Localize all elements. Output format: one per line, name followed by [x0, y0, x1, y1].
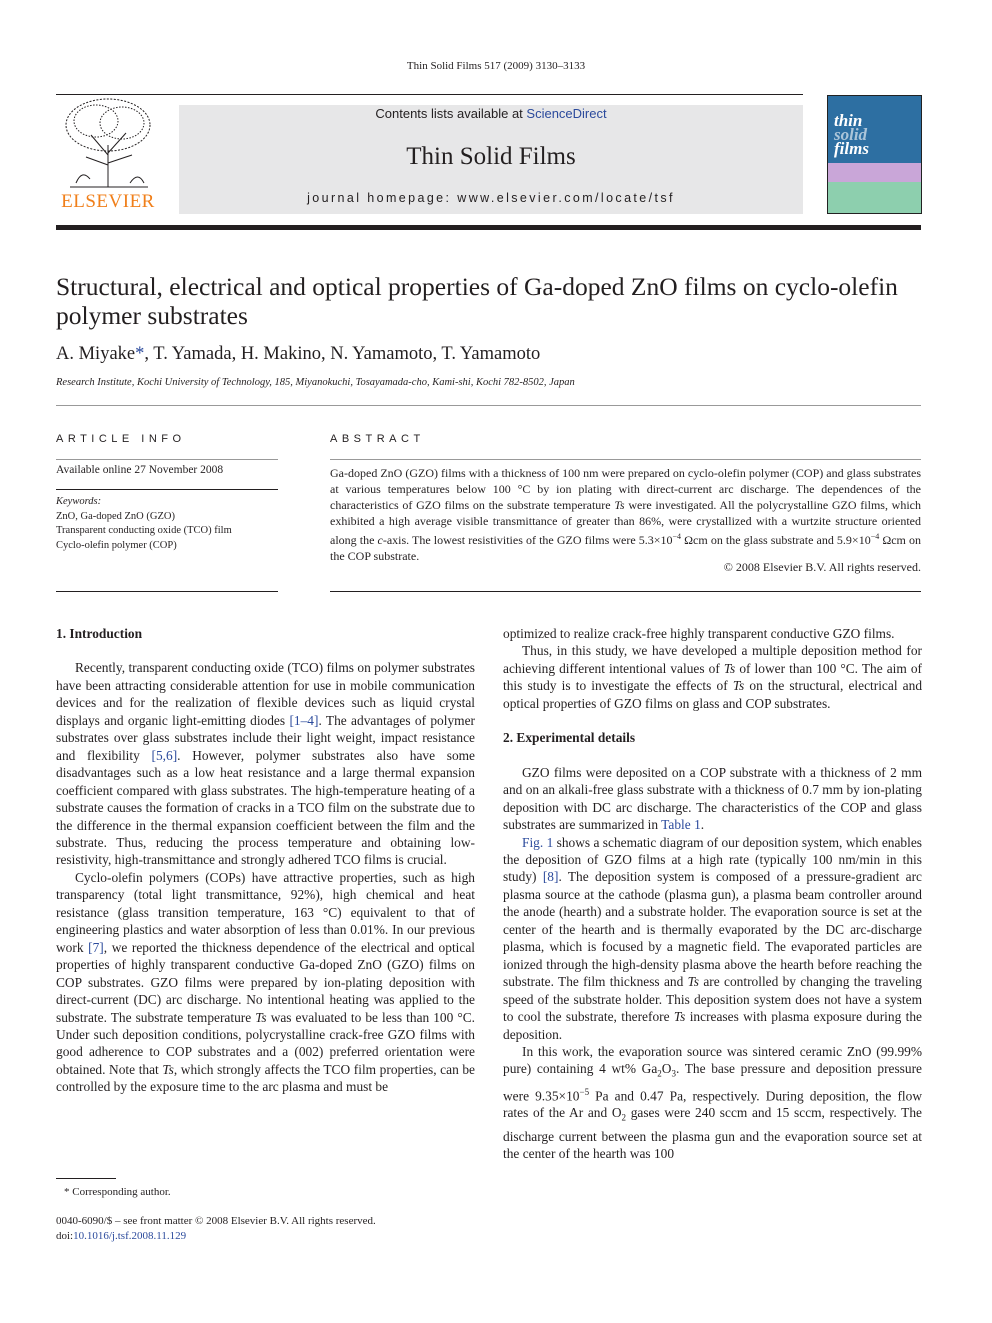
abstract-text: Ga-doped ZnO (GZO) films with a thickness of 100 nm were prepared on cyclo-olefin polymer (COP) and glass substrates at various temperatures below 100 °C by ion plating with direct-current arc discharge. The dependences of the characteristics of GZO films on the substrate temperature Ts were investigated. All the polycrystalline GZO films, which exhibited a high average visible transmittance of greater than 86%, were crystallized with a wurtzite structure oriented along the c-axis. The lowest resistivities of the GZO films were $5.3\times 10^{-4}$ Ωcm on the glass substrate and $5.9\times 10^{-4}$ Ωcm on the COP substrate.	[330, 466, 921, 563]
divider	[330, 591, 921, 592]
divider	[56, 591, 278, 592]
footnote-rule	[56, 1178, 116, 1179]
citation-link[interactable]: [1–4]	[289, 712, 319, 728]
article-info-heading: ARTICLE INFO	[56, 433, 186, 445]
paragraph: GZO films were deposited on a COP substrate with a thickness of 2 mm and on an alkali-free glass substrate with a thickness of 0.7 mm by ion-plating deposition with DC arc discharge. The characteristics of the COP and glass substrates are summarized in Table 1.	[503, 764, 922, 833]
elsevier-tree-icon	[56, 95, 160, 190]
corresponding-author-footnote: * Corresponding author.	[64, 1186, 171, 1198]
doi-link[interactable]: 10.1016/j.tsf.2008.11.129	[73, 1230, 187, 1242]
section-heading: 2. Experimental details	[503, 730, 636, 746]
issn-line: 0040-6090/$ – see front matter © 2008 Elsevier B.V. All rights reserved.	[56, 1215, 376, 1227]
paragraph: Fig. 1 shows a schematic diagram of our deposition system, which enables the deposition of GZO films at a high rate (typically 100 nm/min in this study) [8]. The deposition system is composed of a pressure-gradient arc plasma source at the cathode (plasma gun), a plasma beam controller around the anode (hearth) and a substrate holder. The evaporation source is set at the center of the hearth and is thermally evaporated by the DC arc-discharge plasma, which is focused by a magnetic field. The evaporated particles are ionized through the high-density plasma above the hearth before reaching the substrate. The film thickness and Ts are controlled by changing the traveling speed of the substrate holder. This deposition system does not have a system to cool the substrate, therefore Ts increases with plasma exposure during the deposition.	[503, 834, 922, 1042]
paragraph: optimized to realize crack-free highly transparent conductive GZO films.	[503, 626, 895, 641]
journal-cover-image	[827, 95, 922, 214]
body-column-right	[503, 625, 922, 1163]
table-link[interactable]: Table 1	[661, 817, 701, 833]
body-column-left	[56, 625, 475, 1096]
journal-citation: Thin Solid Films 517 (2009) 3130–3133	[406, 60, 586, 72]
keyword: Transparent conducting oxide (TCO) film	[56, 525, 232, 536]
contents-line	[179, 106, 803, 121]
keywords-heading: Keywords:	[56, 496, 102, 507]
elsevier-logo	[56, 95, 160, 213]
author-first: A. Miyake	[56, 344, 136, 364]
journal-header-box	[179, 105, 803, 214]
corresponding-author-marker[interactable]: *	[135, 344, 145, 364]
author-list: , T. Yamada, H. Makino, N. Yamamoto, T. Yamamoto	[144, 344, 541, 364]
journal-homepage[interactable]: journal homepage: www.elsevier.com/locate/tsf	[307, 191, 675, 205]
elsevier-wordmark: ELSEVIER	[61, 191, 155, 212]
citation-link[interactable]: [8]	[542, 869, 559, 885]
keyword: Cyclo-olefin polymer (COP)	[56, 539, 177, 551]
header-top-rule	[56, 94, 803, 95]
affiliation: Research Institute, Kochi University of Technology, 185, Miyanokuchi, Tosayamada-cho, Kami-shi, Kochi 782-8502, Japan	[56, 377, 575, 388]
sciencedirect-link[interactable]: ScienceDirect	[526, 106, 607, 121]
doi-line: doi:10.1016/j.tsf.2008.11.129	[56, 1230, 187, 1242]
citation-link[interactable]: [5,6]	[151, 747, 178, 763]
paragraph: Cyclo-olefin polymers (COPs) have attractive properties, such as high transparency (total light transmittance, 92%), high chemical and heat resistance (glass transition temperature, 163 °C) equivalent to that of engineering plastics and water absorption of less than 0.01%. In our previous work [7], we reported the thickness dependence of the electrical and optical properties of highly transparent conductive Ga-doped ZnO (GZO) films on COP substrates. GZO films were prepared by ion-plating deposition with direct-current (DC) arc discharge. No intentional heating was applied to the substrate. The substrate temperature Ts was evaluated to be less than 100 °C. Under such deposition conditions, polycrystalline crack-free GZO films with good adherence to COP substrates and a (002) preferred orientation were obtained. Note that Ts, which strongly affects the TCO film properties, can be controlled by the exposure time to the arc plasma and must be	[56, 869, 476, 1095]
section-heading: 1. Introduction	[56, 626, 143, 641]
authors	[56, 344, 540, 365]
divider	[56, 405, 921, 406]
article-title: Structural, electrical and optical properties of Ga-doped ZnO films on cyclo-olefin polymer substrates	[56, 272, 898, 330]
contents-prefix: Contents lists available at	[375, 106, 527, 121]
divider	[56, 459, 278, 460]
header-divider	[56, 225, 921, 230]
divider	[330, 459, 921, 460]
front-matter	[56, 1214, 376, 1244]
figure-link[interactable]: Fig. 1	[522, 834, 554, 850]
paragraph: In this work, the evaporation source was sintered ceramic ZnO (99.99% pure) containing 4 wt% $Ga_2O_3$. The base pressure and deposition pressure were $9.35\times 10^{-5}$ Pa and 0.47 Pa, respectively. During deposition, the flow rates of the Ar and $O_2$ gases were 240 sccm and 15 sccm, respectively. The discharge current between the plasma gun and the evaporation source set at the center of the hearth was 100	[503, 1043, 922, 1162]
keyword: ZnO, Ga-doped ZnO (GZO)	[56, 510, 175, 522]
journal-title: Thin Solid Films	[406, 143, 576, 170]
keywords	[56, 495, 232, 553]
cover-title: thin solid films	[834, 111, 869, 158]
available-online: Available online 27 November 2008	[56, 464, 224, 476]
paragraph: Recently, transparent conducting oxide (TCO) films on polymer substrates have been attracting considerable attention for use in mobile communication devices and for the realization of flexible devices such as liquid crystal displays and organic light-emitting diodes [1–4]. The advantages of polymer substrates over glass substrates include their light weight, impact resistance and flexibility [5,6]. However, polymer substrates also have some disadvantages such as a low heat resistance and a large thermal expansion coefficient compared with glass substrates. The high-temperature heating of a substrate causes the formation of cracks in a TCO film on the substrate due to the difference in the thermal expansion coefficient between the film and the substrate. Thus, reducing the process temperature and obtaining low-resistivity, high-transmittance and strongly adhered TCO films is crucial.	[56, 660, 475, 868]
abstract-heading: ABSTRACT	[330, 433, 425, 445]
citation-link[interactable]: [7]	[88, 939, 104, 955]
divider	[56, 489, 278, 490]
abstract-copyright: © 2008 Elsevier B.V. All rights reserved.	[723, 560, 921, 574]
paragraph: Thus, in this study, we have developed a multiple deposition method for achieving different intentional values of Ts of lower than 100 °C. The aim of this study is to investigate the effects of Ts on the structural, electrical and optical properties of GZO films on glass and COP substrates.	[503, 643, 923, 711]
